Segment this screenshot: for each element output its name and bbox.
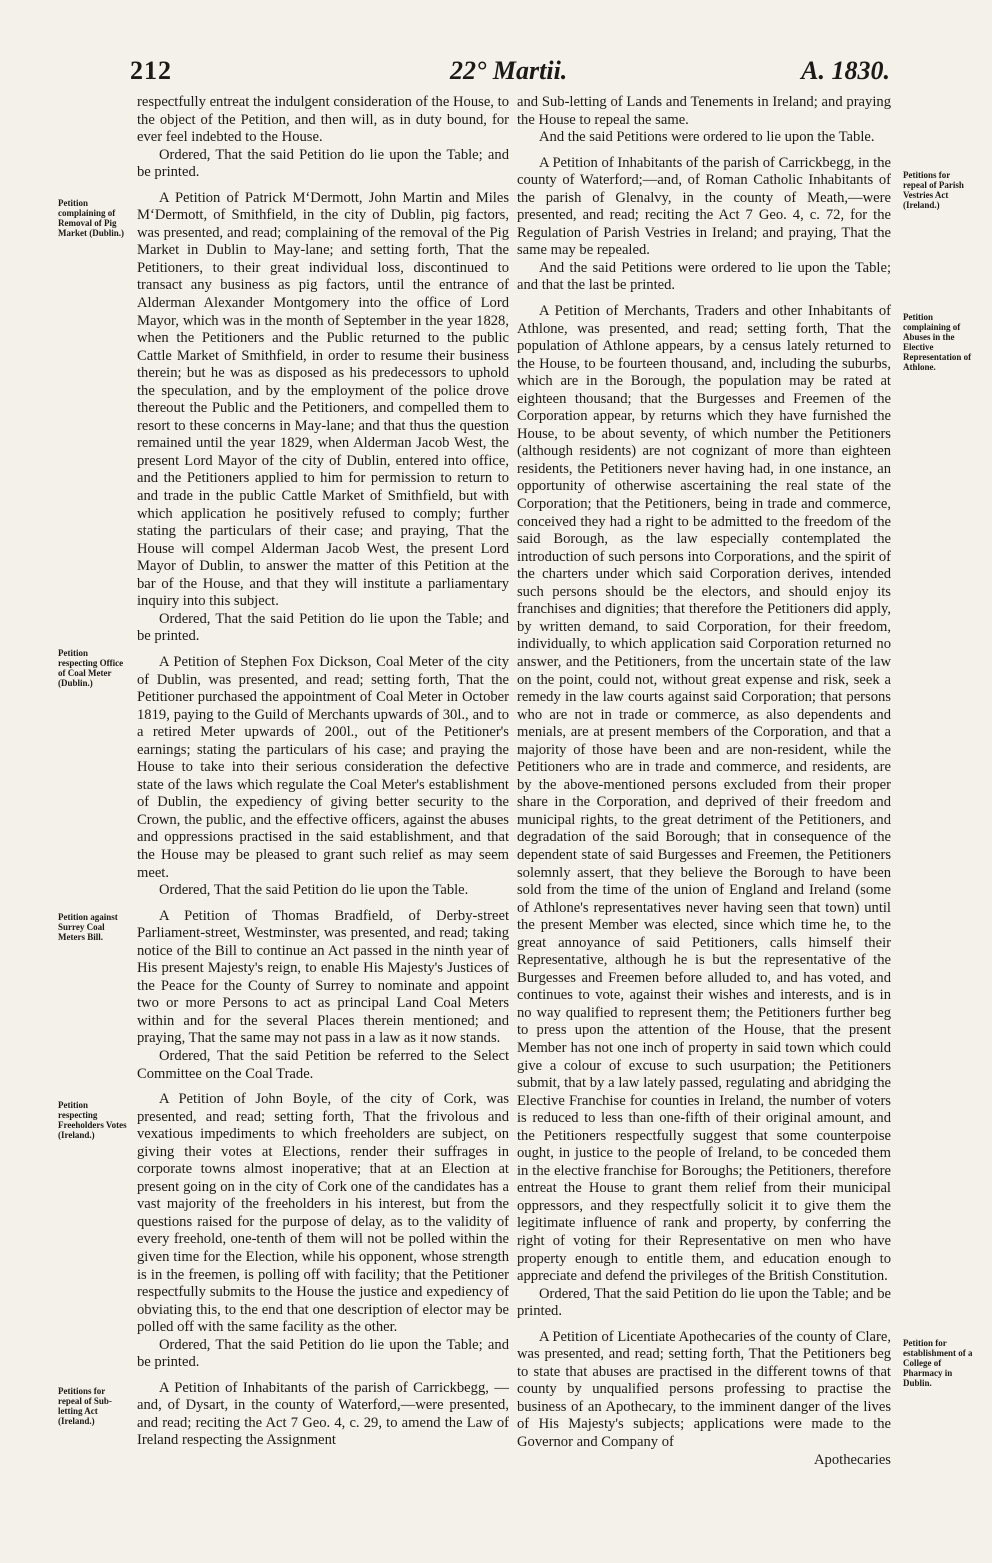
- petition-paragraph: A Petition of Merchants, Traders and other Inhabitants of Athlone, was presented, and read; setting forth, That the population of Athlone appears, by a census lately returned to the House, to be fourteen thousand, and, including the suburbs, which are in the Borough, the population may be rated at eighteen thousand; that the Burgesses and Freemen of the Corporation appear, by returns which they have furnished the House, to be about seventy, of which number the Petitioners (although residents) are not cognizant of more than eighteen residents, the Petitioners never having had, in one instance, an opportunity of otherwise ascertaining the real state of the Corporation; that the Petitioners, being in trade and commerce, conceived they had a right to be admitted to the freedom of the said Borough, as the law especially contemplated the introduction of such persons into Corporations, and the spirit of the charters under which said Corporation derives, intended such persons should be the electors, and should enjoy its franchises and dignities; that therefore the Petitioners did apply, by written demand, to said Corporation, for their freedom, individually, to which application said Corporation returned no answer, and the Petitioners, from the uncertain state of the law on the point, could not, without great expense and risk, seek a remedy in the law courts against said Corporation; that persons who are not in trade or commerce, as also dependents and menials, are at present members of the Corporation, and that a majority of those have been and are non-resident, while the Petitioners who are in trade and commerce, and residents, are by the above-mentioned persons excluded from their proper share in the Corporation, and deprived of their freedom and municipal rights, to the great detriment of the Petitioners, and degradation of the said Borough; that in consequence of the dependent state of said Burgesses and Freemen, the Petitioners solemnly assert, that they believe the Borough to have been sold from the time of the union of England and Ireland (some of Athlone's representatives never having seen that town) until the present Member was elected, since which time he, to the great annoyance of said Petitioners, calls himself their Representative, although he is but the representative of the Burgesses and Freemen before alluded to, and has voted, and continues to vote, against their wishes and interests, and is in no way qualified to represent them; the Petitioners further beg to press upon the attention of the House, that the present Member has not one inch of property in said town which could give a colour of excuse to such usurpation; the Petitioners submit, that by a law lately passed, regulating and abridging the Elective Franchise for counties in Ireland, the number of voters is reduced to less than one-fifth of their original amount, and the Petitioners respectfully suggest that some counterpoise ought, in justice to the people of Ireland, to be conceded them in the elective franchise for Boroughs; the Petitioners, therefore entreat the House to grant them relief from their municipal oppressors, and they respectfully solicit it to give them the legitimate influence of rank and property, by conferring the right of voting for their Representative on men who have property enough to entitle them, and education enough to appreciate and defend the privileges of the British Constitution.: [517, 303, 891, 1285]
- margin-note-pig-market: Petition complaining of Removal of Pig Market (Dublin.): [58, 198, 124, 238]
- paragraph: and Sub-letting of Lands and Tenements in Ireland; and praying the House to repeal the same.: [517, 94, 891, 128]
- left-column: [137, 94, 509, 1450]
- running-date: 22° Martii.: [450, 56, 568, 85]
- order-paragraph: And the said Petitions were ordered to lie upon the Table; and that the last be printed.: [517, 259, 891, 294]
- order-paragraph: Ordered, That the said Petition do lie upon the Table; and be printed.: [517, 1285, 891, 1320]
- page-number: 212: [130, 56, 172, 85]
- margin-note-surrey-coal: Petition against Surrey Coal Meters Bill.: [58, 912, 118, 942]
- right-column: [517, 94, 891, 1469]
- petition-paragraph: A Petition of Thomas Bradfield, of Derby-street Parliament-street, Westminster, was presented, and read; taking notice of the Bill to continue an Act passed in the ninth year of His present Majesty's reign, to enable His Majesty's Justices of the Peace for the County of Surrey to nominate and appoint two or more Persons to act as principal Land Coal Meters within and for the several Places therein mentioned; and praying, That the same may not pass in a law as it now stands.: [137, 907, 509, 1047]
- order-paragraph: Ordered, That the said Petition do lie upon the Table.: [159, 882, 469, 899]
- order-paragraph: And the said Petitions were ordered to lie upon the Table.: [539, 129, 875, 146]
- margin-note-coal-meter: Petition respecting Office of Coal Meter (Dublin.): [58, 648, 124, 688]
- order-paragraph: Ordered, That the said Petition do lie upon the Table; and be printed.: [137, 1336, 509, 1371]
- paragraph: respectfully entreat the indulgent consideration of the House, to the object of the Petition, and then will, as in duty bound, for ever feel indebted to the House.: [137, 94, 509, 146]
- order-paragraph: Ordered, That the said Petition be referred to the Select Committee on the Coal Trade.: [137, 1047, 509, 1082]
- petition-paragraph: A Petition of Stephen Fox Dickson, Coal Meter of the city of Dublin, was presented, and read; setting forth, That the Petitioner purchased the appointment of Coal Meter in October 1819, paying to the Guild of Merchants upwards of 30l., and to a retired Meter upwards of 200l., out of the Petitioner's earnings; stating the particulars of his case; and praying the House to take into their serious consideration the defective state of the laws which regulate the Coal Meter's establishment of Dublin, the expediency of giving better security to the Crown, the public, and the effective officers, against the abuses and oppressions practised in the said establishment, and that the House may be pleased to grant such relief as may seem meet.: [137, 653, 509, 881]
- margin-note-freeholders: Petition respecting Freeholders Votes (Ireland.): [58, 1100, 127, 1140]
- running-year: A. 1830.: [801, 56, 890, 85]
- order-paragraph: Ordered, That the said Petition do lie upon the Table; and be printed.: [137, 610, 509, 645]
- margin-note-subletting: Petitions for repeal of Sub-letting Act (Ireland.): [58, 1386, 112, 1426]
- petition-paragraph: A Petition of Inhabitants of the parish of Carrickbegg, in the county of Waterford;—and, of Roman Catholic Inhabitants of the parish of Glenalvy, in the county of Meath,—were presented, and read; reciting the Act 7 Geo. 4, c. 72, for the Regulation of Parish Vestries in Ireland; and praying, That the same may be repealed.: [517, 154, 891, 259]
- margin-note-athlone: Petition complaining of Abuses in the Elective Representation of Athlone.: [903, 312, 972, 372]
- catchword: Apothecaries: [814, 1451, 891, 1468]
- margin-note-vestries: Petitions for repeal of Parish Vestries Act (Ireland.): [903, 170, 964, 210]
- petition-paragraph: A Petition of Inhabitants of the parish of Carrickbegg, —and, of Dysart, in the county of Waterford,—were presented, and read; reciting the Act 7 Geo. 4, c. 29, to amend the Law of Ireland respecting the Assignment: [137, 1379, 509, 1449]
- page-header: [130, 56, 890, 90]
- petition-paragraph: A Petition of Patrick M‘Dermott, John Martin and Miles M‘Dermott, of Smithfield, in the city of Dublin, pig factors, was presented, and read; complaining of the removal of the Pig Market in Dublin to May-lane; and setting forth, That the Petitioners, to their great individual loss, discontinued to transact any business as pig factors, until the entrance of Alderman Alexander Montgomery into the office of Lord Mayor, which was in the month of September in the year 1828, when the Petitioners and the Public returned to the public Cattle Market of Smithfield, in order to resume their business therein; but he was as disposed as his predecessors to uphold the speculation, and by the employment of the police drove thereout the Public and the Petitioners, and compelled them to resort to these concerns in May-lane; and that thus the question remained until the year 1829, when Alderman Jacob West, the present Lord Mayor of the city of Dublin, entered into office, and the Petitioners applied to him for permission to return to and trade in the public Cattle Market of Smithfield, but with which application he positively refused to comply; further stating the particulars of their case; and praying, That the House will compel Alderman Jacob West, the present Lord Mayor of Dublin, to answer the matter of this Petition at the bar of the House, and that they will institute a parliamentary inquiry into this subject.: [137, 189, 509, 610]
- margin-note-pharmacy: Petition for establishment of a College of Pharmacy in Dublin.: [903, 1338, 973, 1388]
- petition-paragraph: A Petition of John Boyle, of the city of Cork, was presented, and read; setting forth, That the frivolous and vexatious impediments to which freeholders are subject, on giving their votes at Elections, render their suffrages in corporate towns almost inoperative; that at an Election at present going on in the city of Cork one of the candidates has a vast majority of the freeholders in his interest, but from the questions raised for the purpose of delay, as to the validity of every freehold, one-tenth of them will not be polled within the given time for the Election, while his opponent, whose strength is in the freemen, is polling off with facility; that the Petitioner respectfully submits to the House the justice and expediency of obviating this, to the end that one description of elector may be polled off with the same facility as the other.: [137, 1091, 509, 1336]
- petition-paragraph: A Petition of Licentiate Apothecaries of the county of Clare, was presented, and read; setting forth, That the Petitioners beg to state that abuses are practised in the different towns of that county by unqualified persons professing to practise the business of an Apothecary, to the imminent danger of the lives of His Majesty's subjects; applications were made to the Governor and Company of: [517, 1328, 891, 1451]
- order-paragraph: Ordered, That the said Petition do lie upon the Table; and be printed.: [137, 146, 509, 181]
